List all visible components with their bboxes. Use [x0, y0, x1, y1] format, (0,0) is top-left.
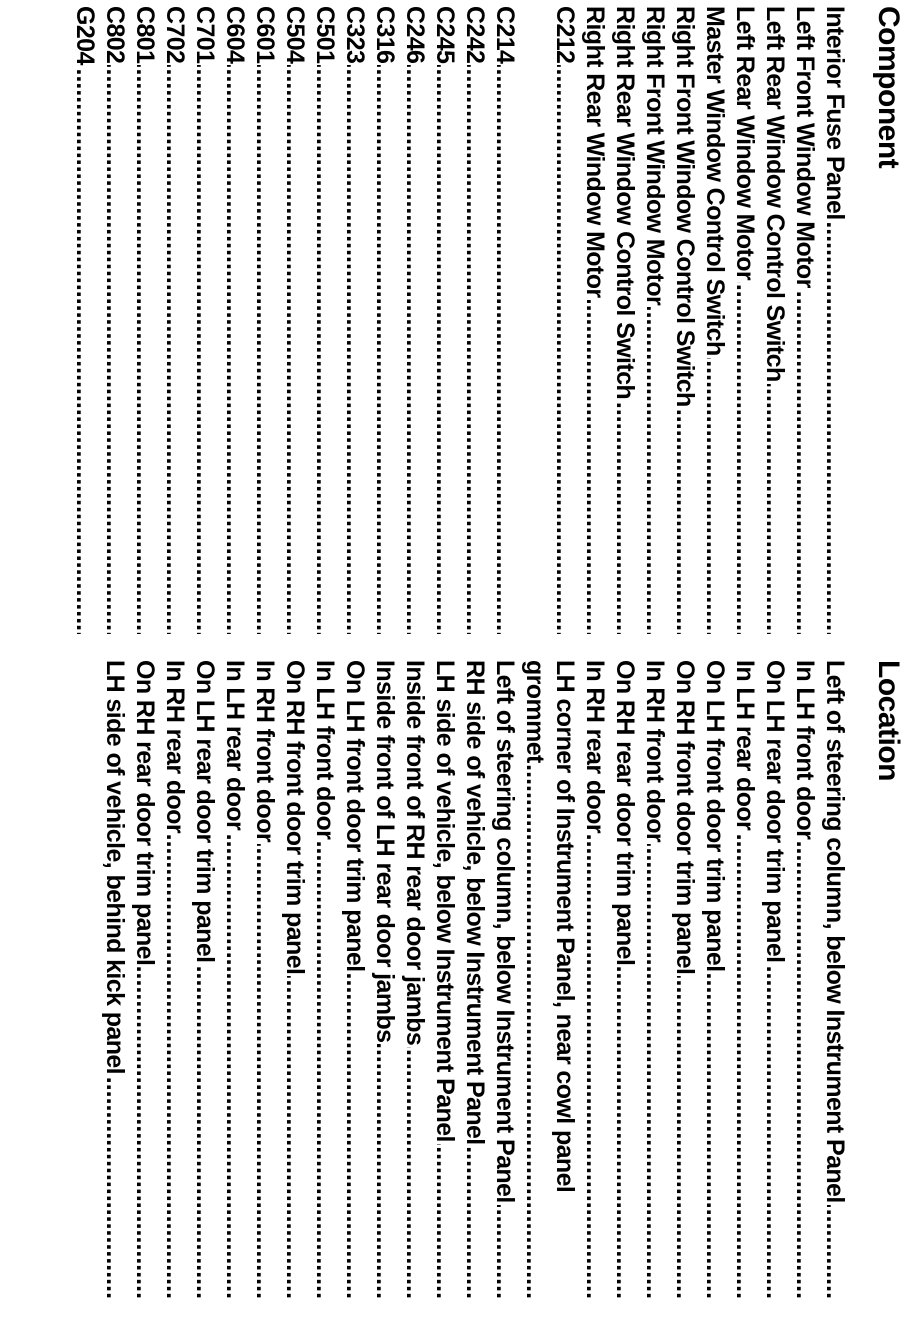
component-entry: C802 ..... [100, 6, 130, 634]
location-entry: On RH front door trim panel ..... [280, 660, 310, 1300]
location-entry: In LH front door ..... [310, 660, 340, 1300]
component-entry: G204 ..... [70, 6, 100, 634]
component-entry: Right Rear Window Control Switch ..... [610, 6, 640, 634]
component-entry: C242 ..... [460, 6, 490, 634]
component-entry: Left Front Window Motor ..... [790, 6, 820, 634]
location-entry: LH side of vehicle, below Instrument Panel ..... [430, 660, 460, 1300]
component-entry: C214 ..... [490, 6, 520, 634]
location-entry: In LH rear door ..... [220, 660, 250, 1300]
location-entry: On LH front door trim panel ..... [340, 660, 370, 1300]
location-entry: In LH rear door ..... [730, 660, 760, 1300]
location-entry: In LH front door ..... [790, 660, 820, 1300]
location-entry: On RH rear door trim panel ..... [610, 660, 640, 1300]
component-entry: C245 ..... [430, 6, 460, 634]
component-entry: Interior Fuse Panel ..... [820, 6, 850, 634]
component-list [70, 6, 850, 634]
location-list [100, 660, 850, 1300]
location-entry: LH side of vehicle, behind kick panel ..... [100, 660, 130, 1300]
location-entry-continued: grommet ..... [520, 660, 550, 1300]
location-entry: In RH front door ..... [250, 660, 280, 1300]
location-entry: In RH rear door ..... [160, 660, 190, 1300]
location-entry: Inside front of LH rear door jambs ..... [370, 660, 400, 1300]
component-entry: C801 ..... [130, 6, 160, 634]
location-entry: Left of steering column, below Instrument Panel ..... [820, 660, 850, 1300]
component-entry: Right Rear Window Motor ..... [580, 6, 610, 634]
component-entry: C501 ..... [310, 6, 340, 634]
component-entry: C212 ..... [550, 6, 580, 634]
location-entry: Inside front of RH rear door jambs ..... [400, 660, 430, 1300]
location-entry: Left of steering column, below Instrument Panel ..... [490, 660, 520, 1300]
location-entry: In RH front door ..... [640, 660, 670, 1300]
component-entry: C701 ..... [190, 6, 220, 634]
component-entry: Right Front Window Motor ..... [640, 6, 670, 634]
component-entry: Right Front Window Control Switch ..... [670, 6, 700, 634]
component-entry: C246 ..... [400, 6, 430, 634]
component-entry: C702 ..... [160, 6, 190, 634]
component-heading: Component [872, 6, 905, 169]
location-entry: On LH front door trim panel ..... [700, 660, 730, 1300]
location-entry: RH side of vehicle, below Instrument Panel ..... [460, 660, 490, 1300]
list-spacer [520, 6, 550, 634]
component-entry: Master Window Control Switch ..... [700, 6, 730, 634]
component-entry: C601 ..... [250, 6, 280, 634]
component-entry: Left Rear Window Motor ..... [730, 6, 760, 634]
location-column [0, 660, 912, 1300]
location-entry: On LH rear door trim panel ..... [760, 660, 790, 1300]
location-entry: On RH front door trim panel ..... [670, 660, 700, 1300]
location-entry: On LH rear door trim panel ..... [190, 660, 220, 1300]
location-entry: In RH rear door ..... [580, 660, 610, 1300]
location-entry: On RH rear door trim panel ..... [130, 660, 160, 1300]
component-entry: C504 ..... [280, 6, 310, 634]
location-entry: LH corner of Instrument Panel, near cowl panel [551, 660, 579, 1193]
component-entry: C323 ..... [340, 6, 370, 634]
component-entry: Left Rear Window Control Switch ..... [760, 6, 790, 634]
location-heading: Location [872, 660, 905, 781]
component-entry: C604 ..... [220, 6, 250, 634]
component-entry: C316 ..... [370, 6, 400, 634]
component-column [0, 6, 912, 634]
